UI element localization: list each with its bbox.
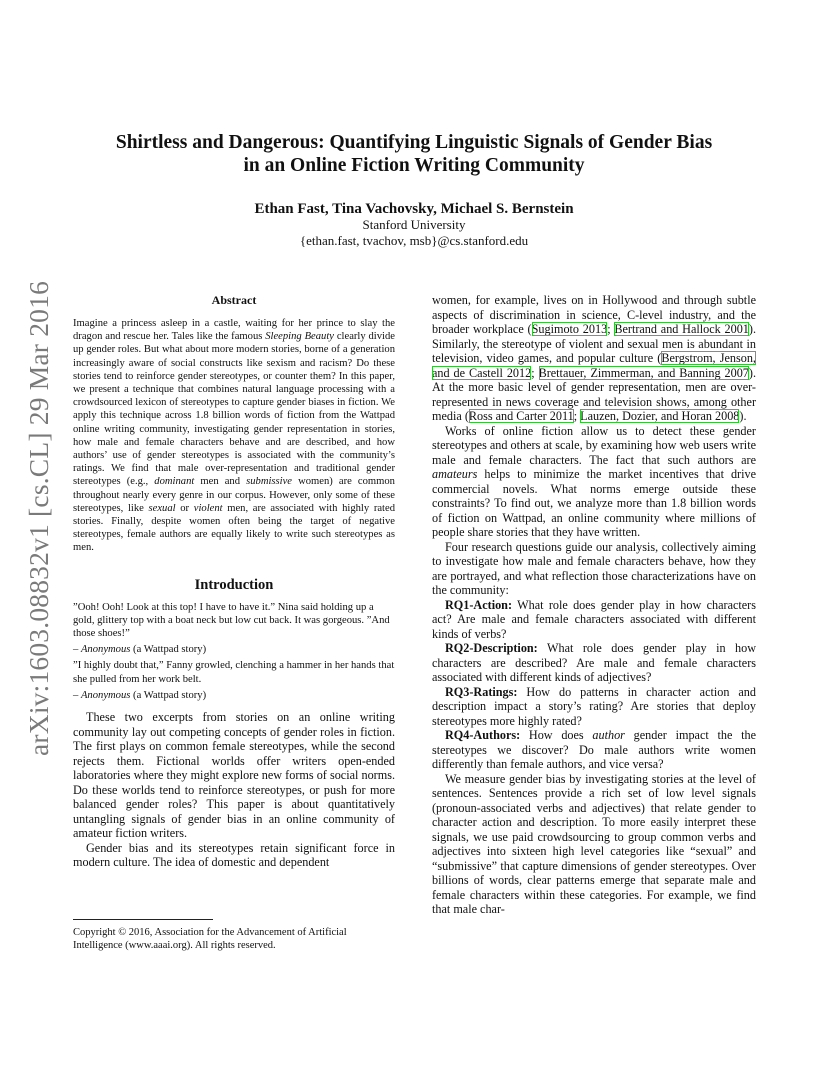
abstract-part: women) are common throughout nearly every genre in our corpus. However, only some of these stereotypes, like (73, 476, 395, 514)
left-column (73, 293, 395, 870)
research-question-4 (432, 728, 756, 772)
citation-link[interactable]: Sugimoto 2013 (531, 322, 608, 336)
research-question-1 (432, 598, 756, 642)
right-paragraph-3: Four research questions guide our analysis, collectively aiming to investigate how male and female characters behave, how they are portrayed, and what reflection those characterizations have on the community: (432, 539, 756, 597)
author-list: Ethan Fast, Tina Vachovsky, Michael S. Bernstein (254, 201, 574, 217)
title-line-1: Shirtless and Dangerous: Quantifying Linguistic Signals of Gender Bias (115, 132, 713, 153)
abstract-text (73, 317, 395, 555)
abstract-part: or (175, 502, 194, 514)
text-part: ; (573, 409, 581, 423)
rq-text: What role does gender play in how characters act? Are male and female characters associated with different kinds of verbs? (432, 597, 756, 641)
abstract-part: Imagine a princess asleep in a castle, waiting for her prince to slay the dragon and rescue her. Tales like the famous (73, 318, 395, 343)
citation-link[interactable]: Brettauer, Zimmerman, and Banning 2007 (538, 365, 749, 380)
rq-text: How do patterns in character action and description impact a story’s rating? Are stories that deploy stereotypes more highly rated? (432, 684, 756, 728)
right-paragraph-4: We measure gender bias by investigating stories at the level of sentences. Sentences provide a rich set of low level signals (pronoun-associated verbs and adjectives) that relate gender to character action and description. To more easily interpret these signals, we use paid crowdsourcing to group common verbs and adjectives into sixteen high level categories like “sexual” and “submissive” that capture dimensions of gender stereotypes. Over billions of words, clear patterns emerge that separate male and female characters within these categories. For example, we find that male char- (432, 771, 756, 916)
right-paragraph-1 (432, 293, 756, 424)
abstract-emph: sexual (148, 502, 176, 514)
text-part: Works of online fiction allow us to detect these gender stereotypes and others at scale, by examining how web users write male and female characters. The fact that such authors are (432, 423, 756, 467)
text-part: ; (531, 365, 539, 380)
research-question-2 (432, 641, 756, 685)
intro-paragraph-1: These two excerpts from stories on an online writing community lay out competing concepts of gender roles in fiction. The first plays on common female stereotypes, while the second rejects them. Fictional worlds offer writers open-ended laboratories where they might explore new forms of social norms. Do these worlds tend to reinforce stereotypes, or push for more balanced gender roles? This paper is about quantitatively untangling signals of gender bias in an online community of amateur fiction writers. (73, 710, 395, 841)
attr-anon: Anonymous (80, 689, 131, 701)
rq-text: gender impact the the stereotypes we discover? Do male authors write women differently than female authors, and vice versa? (432, 728, 756, 771)
title-line-2: in an Online Fiction Writing Community (243, 155, 585, 176)
attr-rest: (a Wattpad story) (130, 644, 207, 656)
abstract-emph: violent (193, 502, 223, 514)
introduction-heading: Introduction (194, 576, 274, 593)
citation-link[interactable]: Bergstrom, Jenson, and de Castell 2012 (432, 351, 756, 380)
rq-label: RQ2-Description: (445, 641, 538, 655)
abstract-part: clearly divide up gender roles. But what about more modern stories, borne of a generation increasingly aware of social constructs like sexism and racism? Do these stories tend to reinforce gender stereotypes, or counter them? In this paper, we present a technique that combines natural language processing with a crowdsourced lexicon of stereotypes to capture gender biases in fiction. We apply this technique across 1.8 billion words of fiction from the Wattpad online writing community, investigating gender representation in stories, how male and female characters behave and are described, and how authors’ use of gender stereotypes is associated with the community’s ratings. We find that male over-representation and traditional gender stereotypes (e.g., (73, 331, 395, 488)
citation-link[interactable]: Lauzen, Dozier, and Horan 2008 (580, 409, 740, 423)
intro-paragraph-2: Gender bias and its stereotypes retain significant force in modern culture. The idea of domestic and dependent (73, 840, 395, 870)
text-part: women, for example, lives on in Hollywood and through subtle aspects of discrimination in science, C-level industry, and the broader workplace ( (432, 293, 756, 336)
abstract-heading: Abstract (211, 293, 257, 307)
affiliation: Stanford University (362, 217, 466, 232)
rq-text: What role does gender play in how characters are described? Are male and female characters associated with different kinds of adjectives? (432, 641, 756, 684)
arxiv-stamp: arXiv:1603.08832v1 [cs.CL] 29 Mar 2016 (23, 280, 54, 756)
citation-link[interactable]: Bertrand and Hallock 2001 (614, 322, 749, 336)
paper-title (0, 131, 828, 177)
rq-label: RQ4-Authors: (445, 728, 521, 742)
text-part: helps to minimize the market incentives that drive commercial novels. What norms emerge outside these constraints? To find out, we analyze more than 1.8 billion words of fiction on Wattpad, an online community where millions of people share stories that they have written. (432, 467, 756, 539)
right-column (432, 293, 756, 917)
text-part: ). At the more basic level of gender representation, men are over-represented in news coverage and television shows, among other media ( (432, 365, 756, 423)
abstract-part: men, are associated with highly rated stories. Finally, despite women often being the target of negative stereotypes, female authors are equally likely to write such stereotypes as men. (73, 502, 395, 554)
quote-2: ”I highly doubt that,” Fanny growled, clenching a hammer in her hands that she pulled from her work belt. (73, 660, 395, 685)
quote-1: ”Ooh! Ooh! Look at this top! I have to have it.” Nina said holding up a gold, glittery top with a boat neck but low cut back. It was gorgeous. ”And those shoes!” (73, 601, 390, 640)
attr-dash: – (73, 689, 81, 701)
rq-label: RQ1-Action: (445, 597, 513, 612)
copyright-footnote (73, 919, 395, 952)
attr-dash: – (73, 644, 81, 656)
abstract-emph: Sleeping Beauty (265, 331, 334, 343)
citation-link[interactable]: Ross and Carter 2011 (468, 409, 574, 423)
text-part: ; (607, 322, 615, 336)
text-part: ). (739, 409, 747, 423)
quote-2-attribution (73, 689, 395, 702)
footnote-text: Copyright © 2016, Association for the Advancement of Artificial Intelligence (www.aaai.org). All rights reserved. (73, 927, 347, 951)
attr-anon: Anonymous (80, 644, 131, 656)
research-question-3 (432, 685, 756, 729)
rq-label: RQ3-Ratings: (445, 684, 518, 699)
footnote-rule (73, 919, 213, 920)
text-part: ). Similarly, the stereotype of violent and sexual men is abundant in television, video games, and popular culture ( (432, 322, 757, 365)
emph-amateurs: amateurs (432, 467, 478, 481)
rq-emph: author (592, 728, 625, 742)
abstract-part: men and (194, 476, 247, 488)
attr-rest: (a Wattpad story) (130, 689, 207, 701)
right-paragraph-2 (432, 424, 756, 540)
author-emails: {ethan.fast, tvachov, msb}@cs.stanford.edu (299, 233, 529, 248)
abstract-emph: dominant (154, 476, 195, 488)
quote-1-attribution (73, 643, 395, 656)
abstract-emph: submissive (246, 476, 293, 488)
rq-text: How does (520, 728, 593, 742)
